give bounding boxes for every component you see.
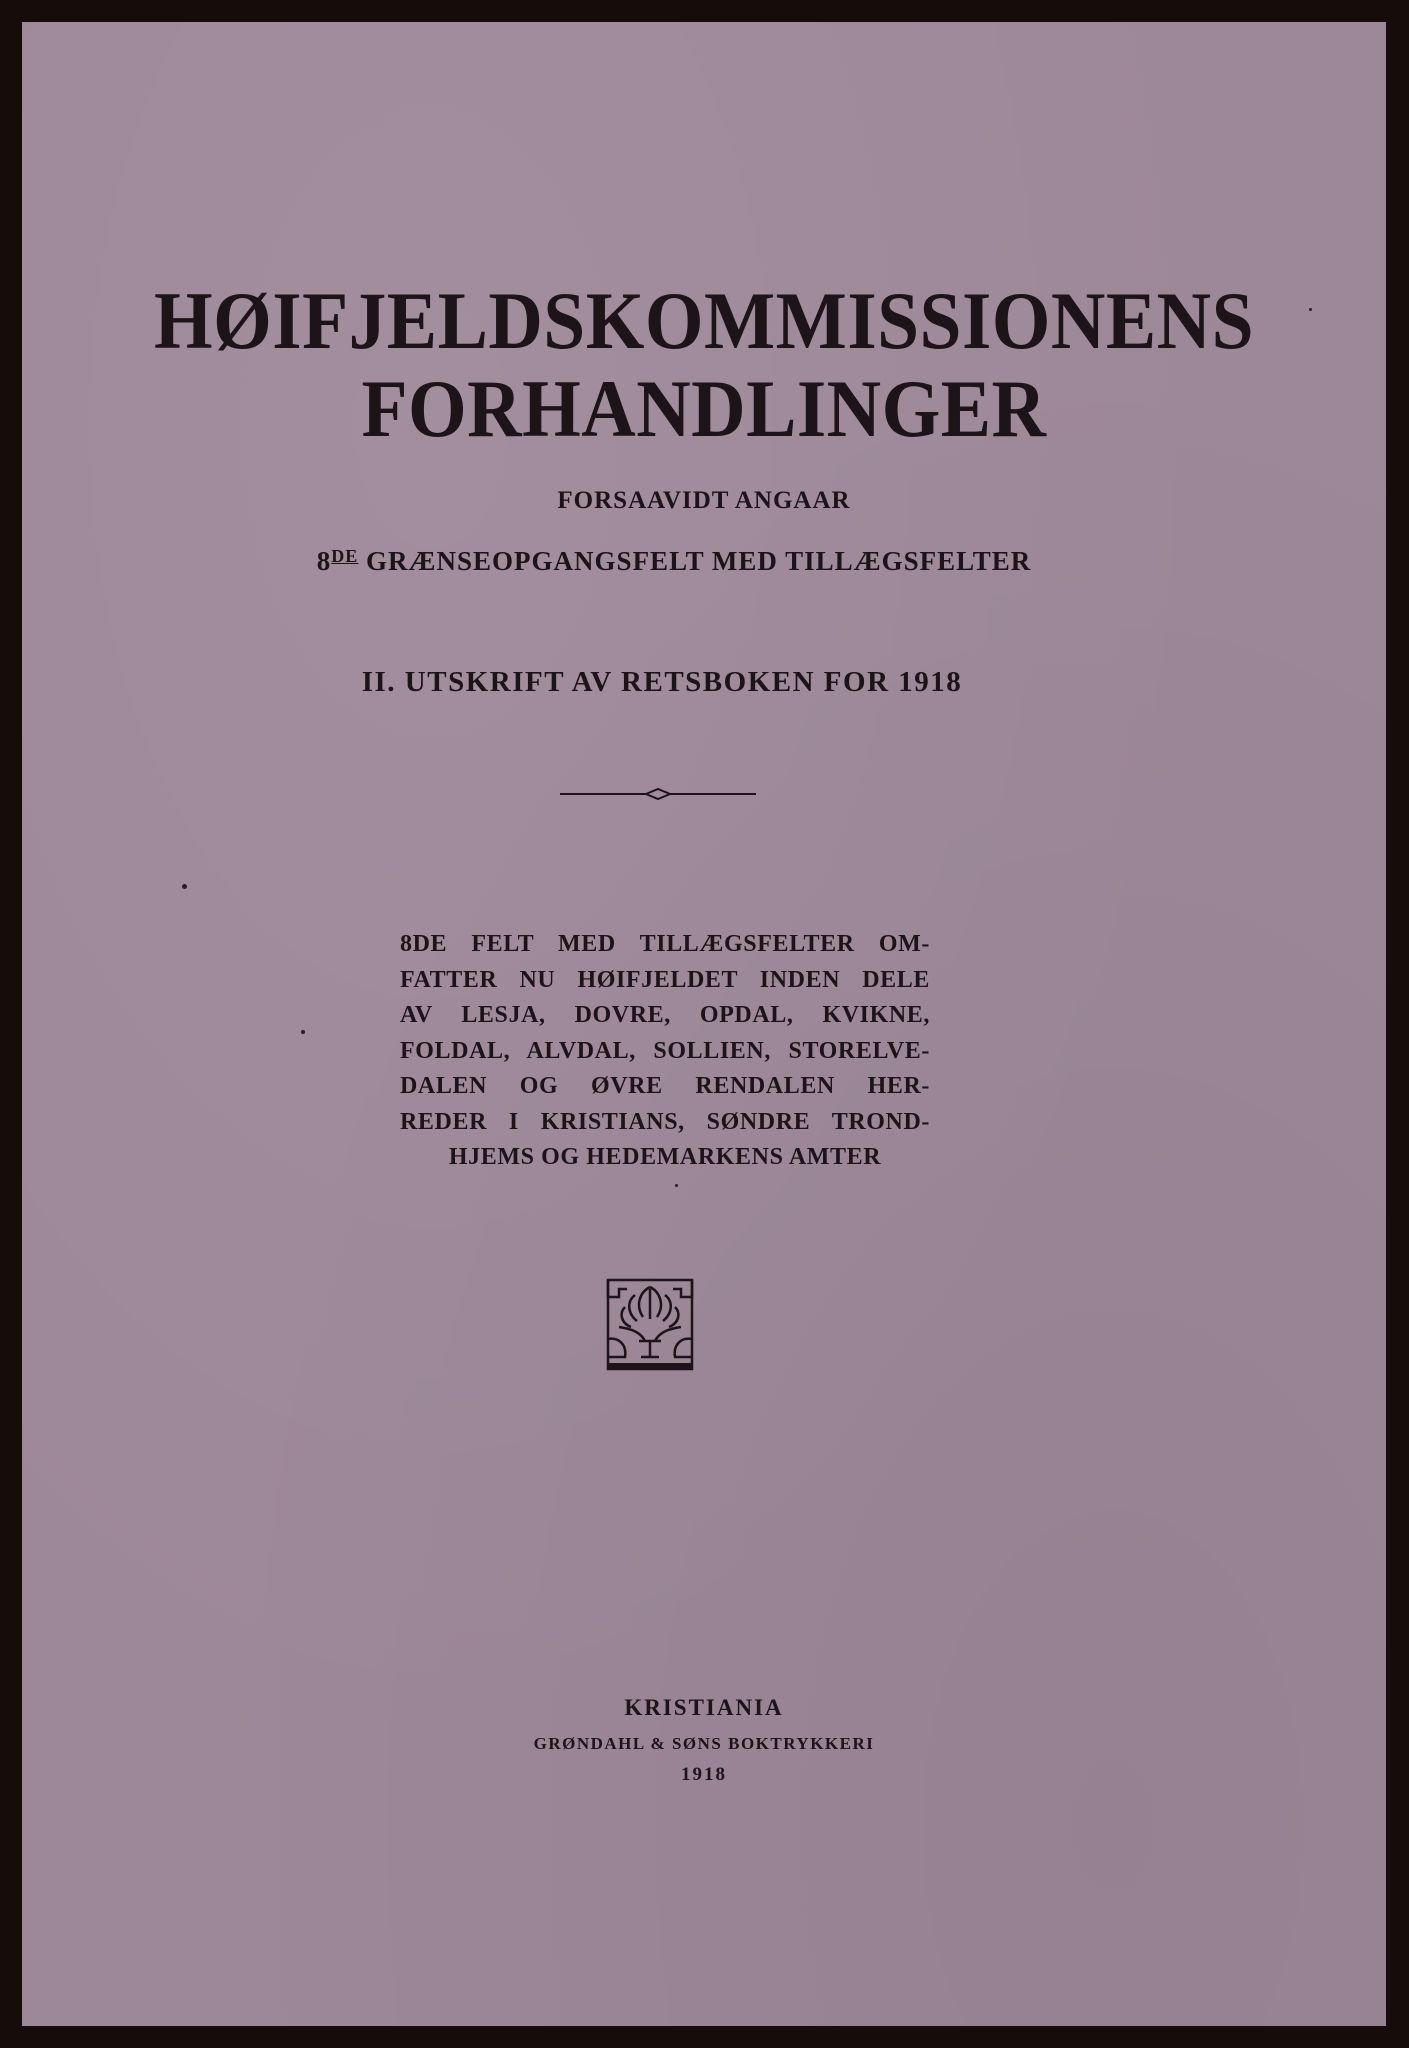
description-line: HJEMS OG HEDEMARKENS AMTER <box>448 1144 882 1170</box>
imprint-year: 1918 <box>681 1764 727 1785</box>
description-line: FATTER NU HØIFJELDET INDEN DELE <box>400 966 930 993</box>
paper-speck <box>182 884 187 889</box>
printer-mark-icon <box>605 1277 695 1372</box>
description-line: AV LESJA, DOVRE, OPDAL, KVIKNE, <box>400 1002 930 1028</box>
subtitle-line-1: FORSAAVIDT ANGAAR <box>557 487 851 514</box>
description-line: REDER I KRISTIANS, SØNDRE TROND- <box>400 1108 930 1135</box>
ordinal-number: 8 <box>316 546 332 576</box>
divider-ornament <box>558 786 758 802</box>
description-line: DALEN OG ØVRE RENDALEN HER- <box>400 1073 930 1099</box>
title-line-1: HØIFJELDSKOMMISSIONENS <box>153 275 1255 366</box>
paper-speck <box>675 1184 678 1187</box>
paper-speck <box>301 1030 305 1034</box>
ordinal-suffix: DE <box>331 546 359 566</box>
description-line: 8DE FELT MED TILLÆGSFELTER OM- <box>400 931 930 957</box>
description-line: FOLDAL, ALVDAL, SOLLIEN, STORELVE- <box>400 1037 930 1064</box>
imprint-place: KRISTIANIA <box>624 1695 784 1720</box>
paper-speck <box>1309 308 1312 311</box>
subtitle-line-3: II. UTSKRIFT AV RETSBOKEN FOR 1918 <box>361 666 963 698</box>
title-line-2: FORHANDLINGER <box>361 363 1047 454</box>
title-page <box>22 22 1386 2026</box>
subtitle-line-2-text: GRÆNSEOPGANGSFELT MED TILLÆGSFELTER <box>366 546 1032 576</box>
subtitle-line-2 <box>0 548 1356 575</box>
description-paragraph <box>400 927 930 1176</box>
imprint-printer: GRØNDAHL & SØNS BOKTRYKKERI <box>533 1734 875 1753</box>
